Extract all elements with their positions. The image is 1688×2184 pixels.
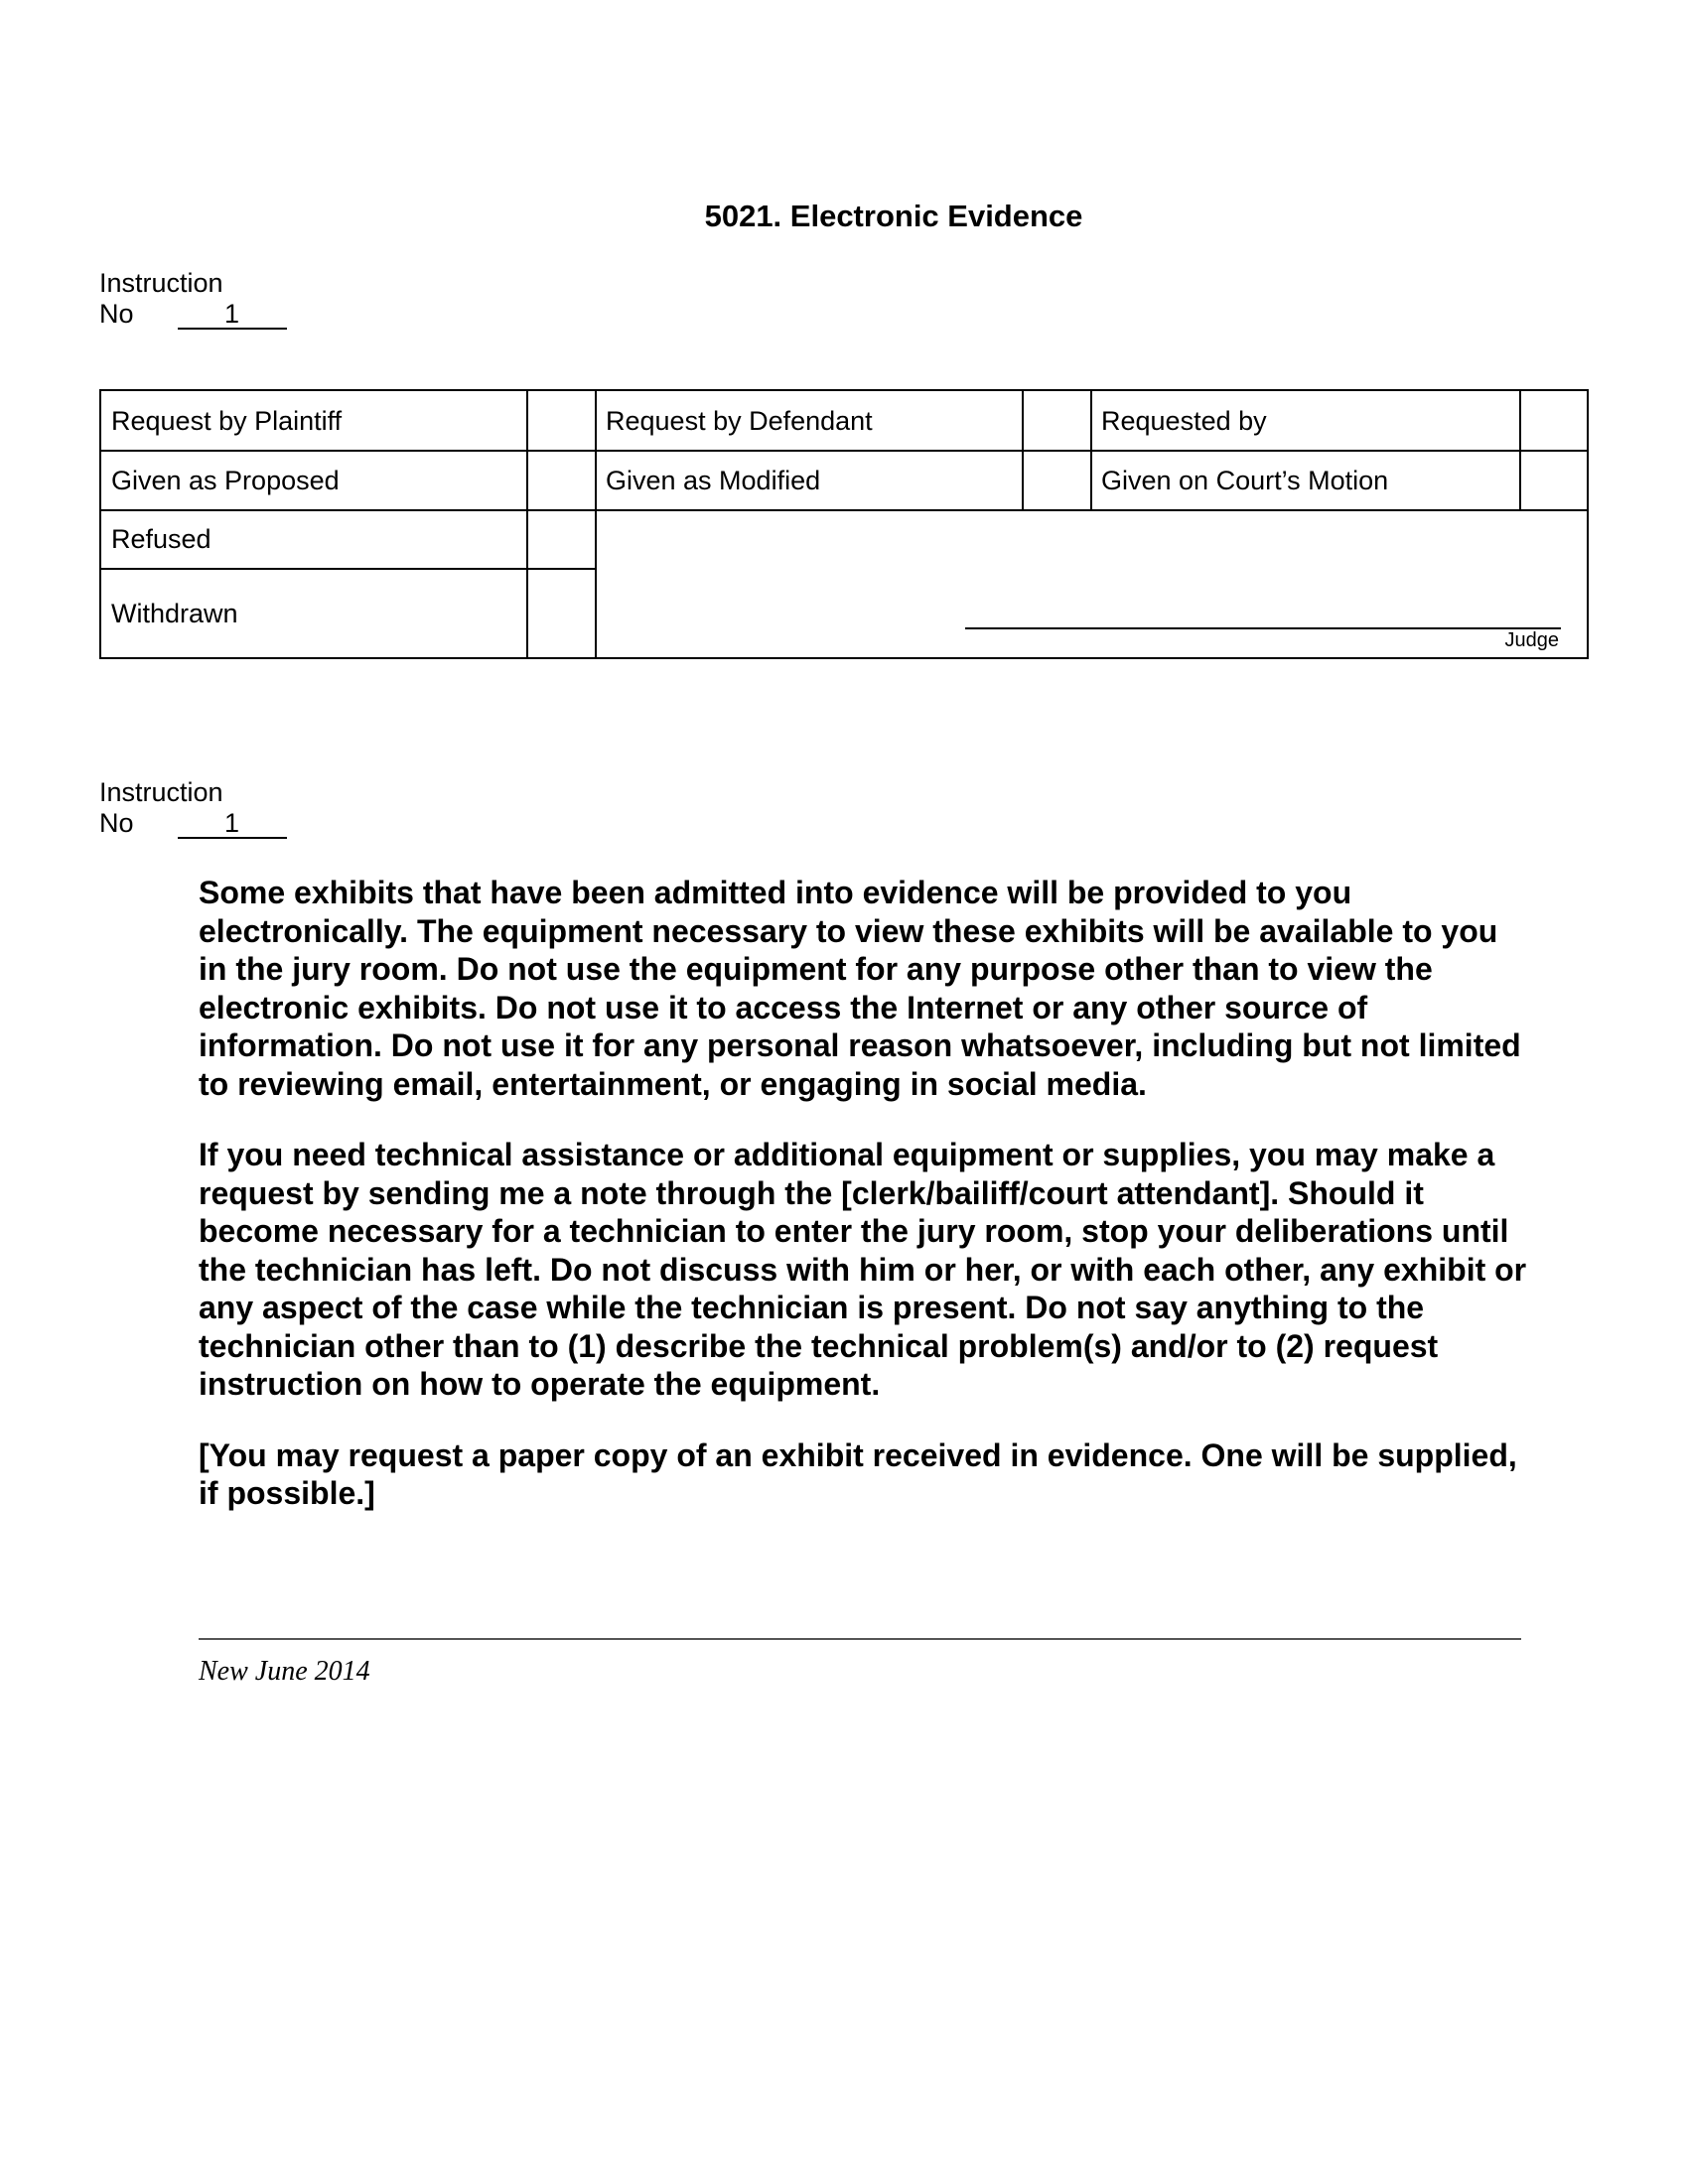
checkbox-given-on-courts-motion[interactable] — [1520, 451, 1587, 510]
checkbox-request-by-plaintiff[interactable] — [527, 391, 595, 451]
revision-note: New June 2014 — [199, 1656, 370, 1687]
instruction-label: Instruction — [99, 777, 223, 807]
label-given-as-proposed: Given as Proposed — [111, 465, 340, 495]
disposition-form — [99, 389, 1589, 659]
label-given-as-modified: Given as Modified — [606, 465, 821, 495]
checkbox-request-by-defendant[interactable] — [1023, 391, 1090, 451]
label-request-by-defendant: Request by Defendant — [606, 405, 873, 436]
label-requested-by: Requested by — [1101, 405, 1267, 436]
judge-label: Judge — [1504, 629, 1559, 651]
label-refused: Refused — [111, 524, 211, 554]
paragraph-equipment-use: Some exhibits that have been admitted into evidence will be provided to you electronically. The equipment necessary to view these exhibits will be available to you in the jury room. Do not use the equipment for any purpose other than to view the electronic exhibits. Do not use it to access the Internet or any other source of information. Do not use it for any personal reason whatsoever, including but not limited to reviewing email, entertainment, or engaging in social media. — [199, 875, 1521, 1102]
label-given-on-courts-motion: Given on Court’s Motion — [1101, 465, 1389, 495]
label-request-by-plaintiff: Request by Plaintiff — [111, 405, 343, 436]
instruction-number-top — [99, 268, 287, 330]
checkbox-withdrawn[interactable] — [527, 570, 595, 657]
instruction-body — [199, 874, 1529, 1546]
instruction-label: Instruction — [99, 268, 223, 298]
instruction-number-field[interactable]: 1 — [178, 300, 287, 330]
divider — [199, 1638, 1521, 1640]
checkbox-given-as-proposed[interactable] — [527, 451, 595, 510]
page-title: 5021. Electronic Evidence — [704, 199, 1083, 233]
instruction-number-field[interactable]: 1 — [178, 809, 287, 839]
no-label: No — [99, 808, 134, 838]
label-withdrawn: Withdrawn — [111, 598, 238, 628]
instruction-number-bottom — [99, 777, 287, 839]
paragraph-technical-assistance: If you need technical assistance or additional equipment or supplies, you may make a request by sending me a note through the [clerk/bailiff/court attendant]. Should it become necessary for a technician to enter the jury room, stop your deliberations until the technician has left. Do not discuss with him or her, or with each other, any exhibit or any aspect of the case while the technician is present. Do not say anything to the technician other than to (1) describe the technical problem(s) and/or to (2) request instruction on how to operate the equipment. — [199, 1137, 1527, 1402]
checkbox-requested-by[interactable] — [1520, 391, 1587, 451]
judge-signature-line[interactable] — [965, 627, 1561, 629]
checkbox-refused[interactable] — [527, 510, 595, 569]
checkbox-given-as-modified[interactable] — [1023, 451, 1090, 510]
paragraph-paper-copy: [You may request a paper copy of an exhibit received in evidence. One will be supplied, if possible.] — [199, 1436, 1517, 1511]
no-label: No — [99, 299, 134, 329]
